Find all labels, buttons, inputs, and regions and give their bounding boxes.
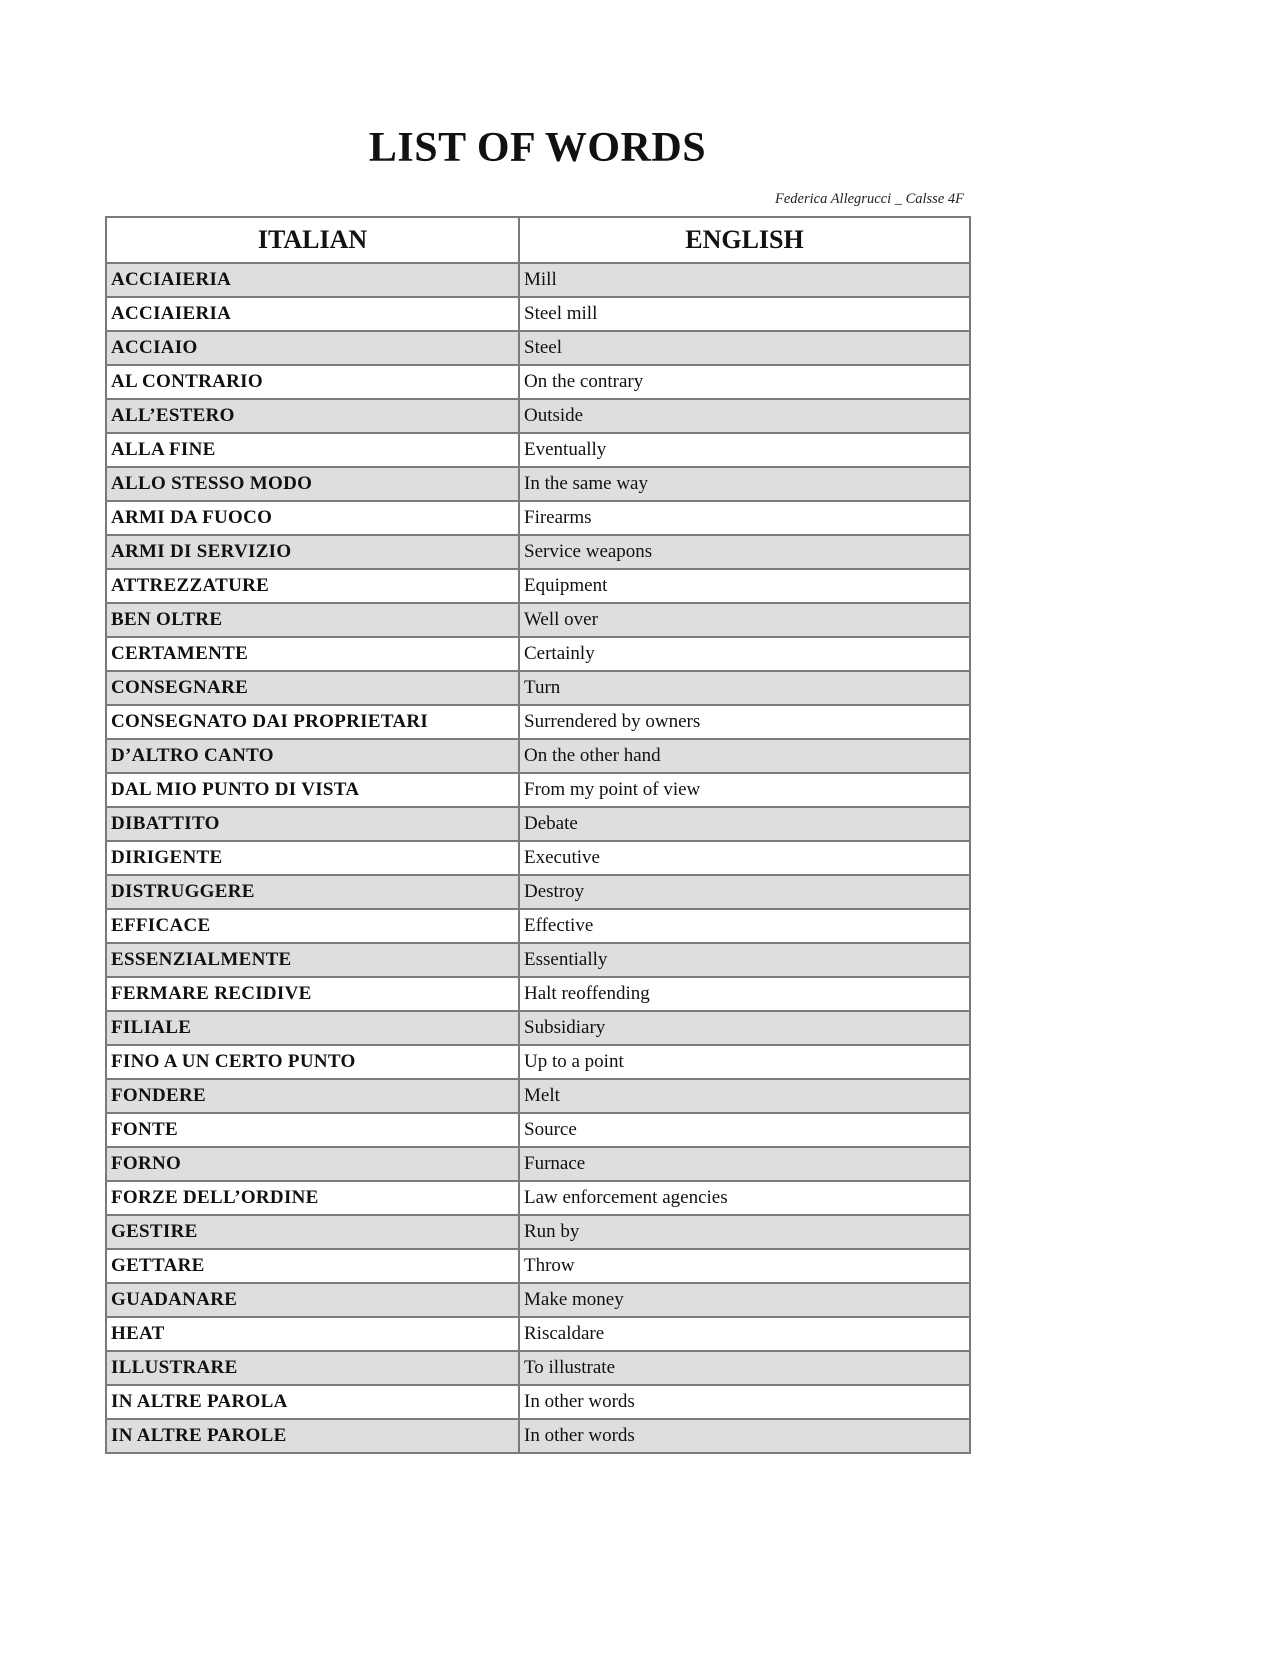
column-header-english: ENGLISH	[519, 217, 970, 263]
italian-term: ACCIAIERIA	[106, 263, 519, 297]
table-row	[106, 399, 970, 433]
italian-term: FONDERE	[106, 1079, 519, 1113]
table-body	[106, 263, 970, 1453]
english-term: Firearms	[519, 501, 970, 535]
english-term: In other words	[519, 1385, 970, 1419]
table-row	[106, 535, 970, 569]
italian-term: IN ALTRE PAROLA	[106, 1385, 519, 1419]
table-row	[106, 875, 970, 909]
english-term: Destroy	[519, 875, 970, 909]
italian-term: DIRIGENTE	[106, 841, 519, 875]
table-row	[106, 705, 970, 739]
italian-term: BEN OLTRE	[106, 603, 519, 637]
italian-term: EFFICACE	[106, 909, 519, 943]
table-row	[106, 977, 970, 1011]
table-row	[106, 807, 970, 841]
table-row	[106, 773, 970, 807]
table-row	[106, 263, 970, 297]
english-term: Debate	[519, 807, 970, 841]
italian-term: ARMI DI SERVIZIO	[106, 535, 519, 569]
author-note: Federica Allegrucci _ Calsse 4F	[775, 191, 964, 207]
table-row	[106, 433, 970, 467]
english-term: Up to a point	[519, 1045, 970, 1079]
english-term: To illustrate	[519, 1351, 970, 1385]
italian-term: ALLO STESSO MODO	[106, 467, 519, 501]
table-row	[106, 671, 970, 705]
table-row	[106, 943, 970, 977]
italian-term: ARMI DA FUOCO	[106, 501, 519, 535]
english-term: In other words	[519, 1419, 970, 1453]
italian-term: IN ALTRE PAROLE	[106, 1419, 519, 1453]
italian-term: AL CONTRARIO	[106, 365, 519, 399]
table-row	[106, 739, 970, 773]
italian-term: FORZE DELL’ORDINE	[106, 1181, 519, 1215]
table-row	[106, 1385, 970, 1419]
italian-term: GESTIRE	[106, 1215, 519, 1249]
table-row	[106, 297, 970, 331]
italian-term: ACCIAIO	[106, 331, 519, 365]
italian-term: ALL’ESTERO	[106, 399, 519, 433]
english-term: Mill	[519, 263, 970, 297]
english-term: From my point of view	[519, 773, 970, 807]
table-row	[106, 1181, 970, 1215]
table-row	[106, 569, 970, 603]
italian-term: ALLA FINE	[106, 433, 519, 467]
english-term: Turn	[519, 671, 970, 705]
english-term: Subsidiary	[519, 1011, 970, 1045]
table-row	[106, 331, 970, 365]
italian-term: ESSENZIALMENTE	[106, 943, 519, 977]
italian-term: DIBATTITO	[106, 807, 519, 841]
table-row	[106, 467, 970, 501]
italian-term: GETTARE	[106, 1249, 519, 1283]
table-row	[106, 1317, 970, 1351]
table-header-row	[106, 217, 970, 263]
english-term: On the other hand	[519, 739, 970, 773]
english-term: Riscaldare	[519, 1317, 970, 1351]
italian-term: CERTAMENTE	[106, 637, 519, 671]
table-row	[106, 603, 970, 637]
italian-term: FILIALE	[106, 1011, 519, 1045]
column-header-italian: ITALIAN	[106, 217, 519, 263]
english-term: Equipment	[519, 569, 970, 603]
italian-term: CONSEGNATO DAI PROPRIETARI	[106, 705, 519, 739]
italian-term: CONSEGNARE	[106, 671, 519, 705]
english-term: Source	[519, 1113, 970, 1147]
italian-term: FERMARE RECIDIVE	[106, 977, 519, 1011]
table-row	[106, 1249, 970, 1283]
table-row	[106, 1215, 970, 1249]
table-row	[106, 501, 970, 535]
english-term: Steel mill	[519, 297, 970, 331]
page-title: LIST OF WORDS	[368, 125, 707, 171]
table-row	[106, 1045, 970, 1079]
english-term: Executive	[519, 841, 970, 875]
italian-term: ACCIAIERIA	[106, 297, 519, 331]
table-row	[106, 365, 970, 399]
english-term: Law enforcement agencies	[519, 1181, 970, 1215]
english-term: Steel	[519, 331, 970, 365]
table-row	[106, 1011, 970, 1045]
english-term: Throw	[519, 1249, 970, 1283]
english-term: Service weapons	[519, 535, 970, 569]
english-term: On the contrary	[519, 365, 970, 399]
table-row	[106, 1419, 970, 1453]
english-term: Effective	[519, 909, 970, 943]
english-term: Eventually	[519, 433, 970, 467]
italian-term: ATTREZZATURE	[106, 569, 519, 603]
table-row	[106, 1283, 970, 1317]
italian-term: FORNO	[106, 1147, 519, 1181]
italian-term: FINO A UN CERTO PUNTO	[106, 1045, 519, 1079]
italian-term: HEAT	[106, 1317, 519, 1351]
english-term: Halt reoffending	[519, 977, 970, 1011]
english-term: Certainly	[519, 637, 970, 671]
table-row	[106, 909, 970, 943]
english-term: Furnace	[519, 1147, 970, 1181]
english-term: Run by	[519, 1215, 970, 1249]
italian-term: GUADANARE	[106, 1283, 519, 1317]
english-term: Essentially	[519, 943, 970, 977]
english-term: Well over	[519, 603, 970, 637]
english-term: Surrendered by owners	[519, 705, 970, 739]
italian-term: ILLUSTRARE	[106, 1351, 519, 1385]
italian-term: DAL MIO PUNTO DI VISTA	[106, 773, 519, 807]
italian-term: D’ALTRO CANTO	[106, 739, 519, 773]
english-term: Melt	[519, 1079, 970, 1113]
table-row	[106, 637, 970, 671]
table-row	[106, 841, 970, 875]
italian-term: DISTRUGGERE	[106, 875, 519, 909]
table-row	[106, 1113, 970, 1147]
english-term: Make money	[519, 1283, 970, 1317]
table-row	[106, 1079, 970, 1113]
english-term: In the same way	[519, 467, 970, 501]
word-list-table	[105, 216, 971, 1454]
table-row	[106, 1147, 970, 1181]
table-row	[106, 1351, 970, 1385]
english-term: Outside	[519, 399, 970, 433]
italian-term: FONTE	[106, 1113, 519, 1147]
